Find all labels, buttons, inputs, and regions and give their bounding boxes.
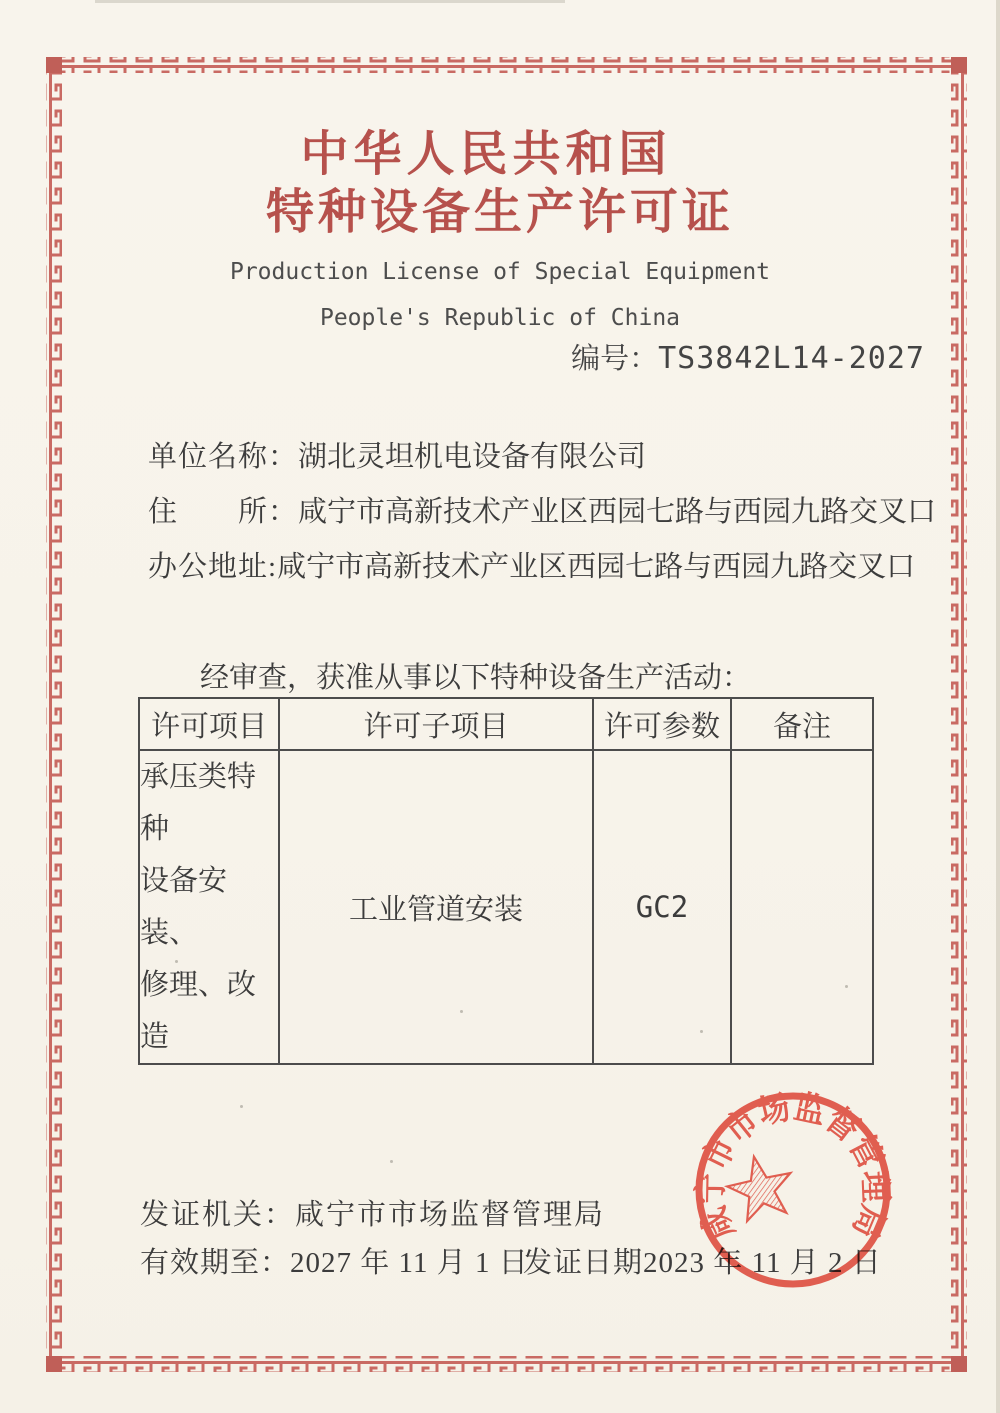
license-number-line (571, 336, 925, 377)
office-address-row (148, 540, 936, 595)
valid-until-value: 2027 年 11 月 1 日 (290, 1247, 529, 1279)
license-table-header-row (139, 698, 873, 750)
cell-item-line1: 承压类特种 (140, 761, 257, 845)
cell-item-line2: 设备安装、 (140, 865, 228, 949)
license-table-row (139, 750, 873, 1064)
license-table (138, 697, 874, 1065)
issuing-authority-value: 咸宁市市场监督管理局 (295, 1199, 606, 1231)
issue-date-value: 2023 年 11 月 2 日 (643, 1247, 882, 1279)
valid-until-label: 有效期至： (140, 1247, 291, 1279)
approval-note: 经审查，获准从事以下特种设备生产活动： (200, 662, 752, 694)
valid-until-row (140, 1240, 529, 1281)
residence-value: 咸宁市高新技术产业区西园七路与西园九路交叉口 (298, 496, 937, 528)
scan-speckle (390, 1160, 393, 1163)
company-name-value: 湖北灵坦机电设备有限公司 (298, 441, 647, 473)
cell-item-line3: 修理、改造 (140, 969, 257, 1053)
office-address-value: 咸宁市高新技术产业区西园七路与西园九路交叉口 (277, 551, 916, 583)
company-name-row (148, 430, 936, 485)
company-info-block (148, 430, 936, 595)
col-header-parameter: 许可参数 (593, 698, 731, 750)
title-en-line2: People's Republic of China (319, 305, 681, 331)
title-block (0, 128, 1000, 335)
scan-artifact-streak (95, 0, 565, 3)
official-seal (655, 1062, 935, 1322)
col-header-remark: 备注 (731, 698, 873, 750)
issuing-authority-label: 发证机关： (140, 1199, 296, 1231)
issue-date-label: 发证日期 (523, 1247, 644, 1279)
cell-remark (731, 750, 873, 1064)
office-address-label: 办公地址: (148, 551, 278, 583)
cell-sub-item: 工业管道安装 (279, 750, 593, 1064)
title-cn-line1: 中华人民共和国 (300, 126, 672, 182)
issuing-authority-row (140, 1192, 605, 1233)
seal-text: 咸宁市市场监督管理局 (690, 1086, 896, 1247)
scan-speckle (240, 1105, 243, 1108)
col-header-sub-item: 许可子项目 (279, 698, 593, 750)
license-number-label: 编号： (571, 343, 659, 375)
title-cn-line2: 特种设备生产许可证 (265, 184, 734, 240)
company-name-label: 单位名称： (148, 441, 299, 473)
svg-text:咸宁市市场监督管理局 (691, 1087, 896, 1246)
cell-item (139, 750, 279, 1064)
residence-label: 住 所： (148, 496, 299, 528)
cell-parameter: GC2 (593, 750, 731, 1064)
license-number-value: TS3842L14-2027 (658, 341, 925, 376)
residence-row (148, 485, 936, 540)
title-en-line1: Production License of Special Equipment (229, 259, 771, 285)
col-header-item: 许可项目 (139, 698, 279, 750)
